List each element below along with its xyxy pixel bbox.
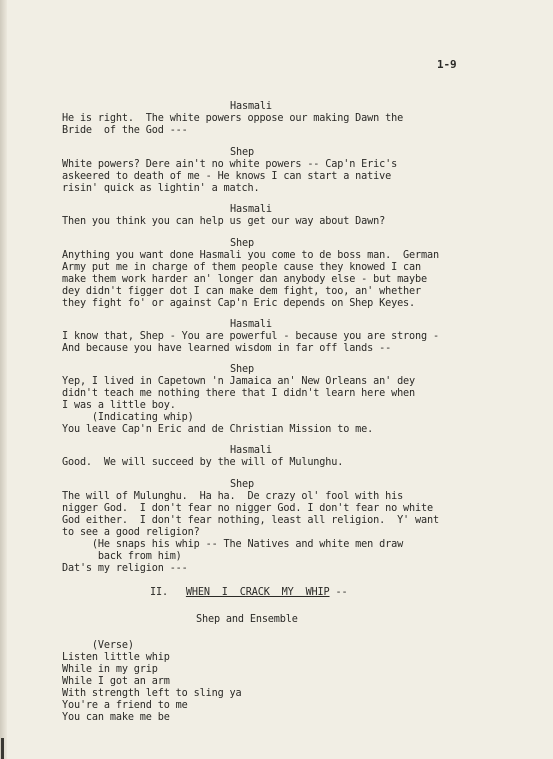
binding-mark (1, 738, 4, 759)
dialogue-line: White powers? Dere ain't no white powers -- Cap'n Eric's (62, 159, 398, 170)
dialogue-line: make them work harder an' longer dan anybody else - but maybe (62, 274, 427, 285)
stage-direction: (He snaps his whip -- The Natives and white men draw (62, 539, 404, 550)
speaker-name: Shep (230, 479, 254, 490)
dialogue-line: God either. I don't fear nothing, least all religion. Y' want (62, 515, 439, 526)
lyric-line: Listen little whip (62, 652, 170, 663)
lyric-line: You're a friend to me (62, 700, 188, 711)
speaker-name: Hasmali (230, 445, 272, 456)
speaker-name: Shep (230, 147, 254, 158)
song-number: II. (150, 587, 168, 598)
dialogue-line: I was a little boy. (62, 400, 176, 411)
dialogue-line: Bride of the God --- (62, 125, 188, 136)
dialogue-line: Good. We will succeed by the will of Mulunghu. (62, 457, 344, 468)
dialogue-line: they fight fo' or against Cap'n Eric depends on Shep Keyes. (62, 298, 416, 309)
speaker-name: Shep (230, 364, 254, 375)
dialogue-line: He is right. The white powers oppose our making Dawn the (62, 113, 404, 124)
dialogue-line: dey didn't figger dot I can make dem fight, too, an' whether (62, 286, 422, 297)
dialogue-line: nigger God. I don't fear no nigger God. I don't fear no white (62, 503, 433, 514)
speaker-name: Hasmali (230, 319, 272, 330)
dialogue-line: risin' quick as lightin' a match. (62, 183, 260, 194)
lyric-line: While I got an arm (62, 676, 170, 687)
stage-direction: back from him) (62, 551, 182, 562)
dialogue-line: And because you have learned wisdom in far off lands -- (62, 343, 392, 354)
song-title-suffix: -- (329, 587, 348, 598)
song-section-label: (Verse) (62, 640, 134, 651)
dialogue-line: didn't teach me nothing there that I didn't learn here when (62, 388, 416, 399)
song-performers: Shep and Ensemble (196, 614, 298, 625)
dialogue-line: The will of Mulunghu. Ha ha. De crazy ol' fool with his (62, 491, 404, 502)
dialogue-line: I know that, Shep - You are powerful - because you are strong - (62, 331, 439, 342)
speaker-name: Hasmali (230, 101, 272, 112)
dialogue-line: Anything you want done Hasmali you come to de boss man. German (62, 250, 439, 261)
speaker-name: Shep (230, 238, 254, 249)
dialogue-line: Army put me in charge of them people cause they knowed I can (62, 262, 422, 273)
page-number: 1-9 (437, 58, 457, 71)
dialogue-line: Yep, I lived in Capetown 'n Jamaica an' New Orleans an' dey (62, 376, 416, 387)
song-title: WHEN I CRACK MY WHIP (185, 587, 330, 598)
dialogue-line: You leave Cap'n Eric and de Christian Mission to me. (62, 424, 374, 435)
lyric-line: With strength left to sling ya (62, 688, 242, 699)
dialogue-line: Dat's my religion --- (62, 563, 188, 574)
lyric-line: You can make me be (62, 712, 170, 723)
dialogue-line: to see a good religion? (62, 527, 200, 538)
dialogue-line: askeered to death of me - He knows I can start a native (62, 171, 392, 182)
page-binding-edge (0, 0, 7, 759)
song-header (150, 587, 347, 598)
speaker-name: Hasmali (230, 204, 272, 215)
dialogue-line: Then you think you can help us get our way about Dawn? (62, 216, 386, 227)
stage-direction: (Indicating whip) (62, 412, 194, 423)
lyric-line: While in my grip (62, 664, 158, 675)
